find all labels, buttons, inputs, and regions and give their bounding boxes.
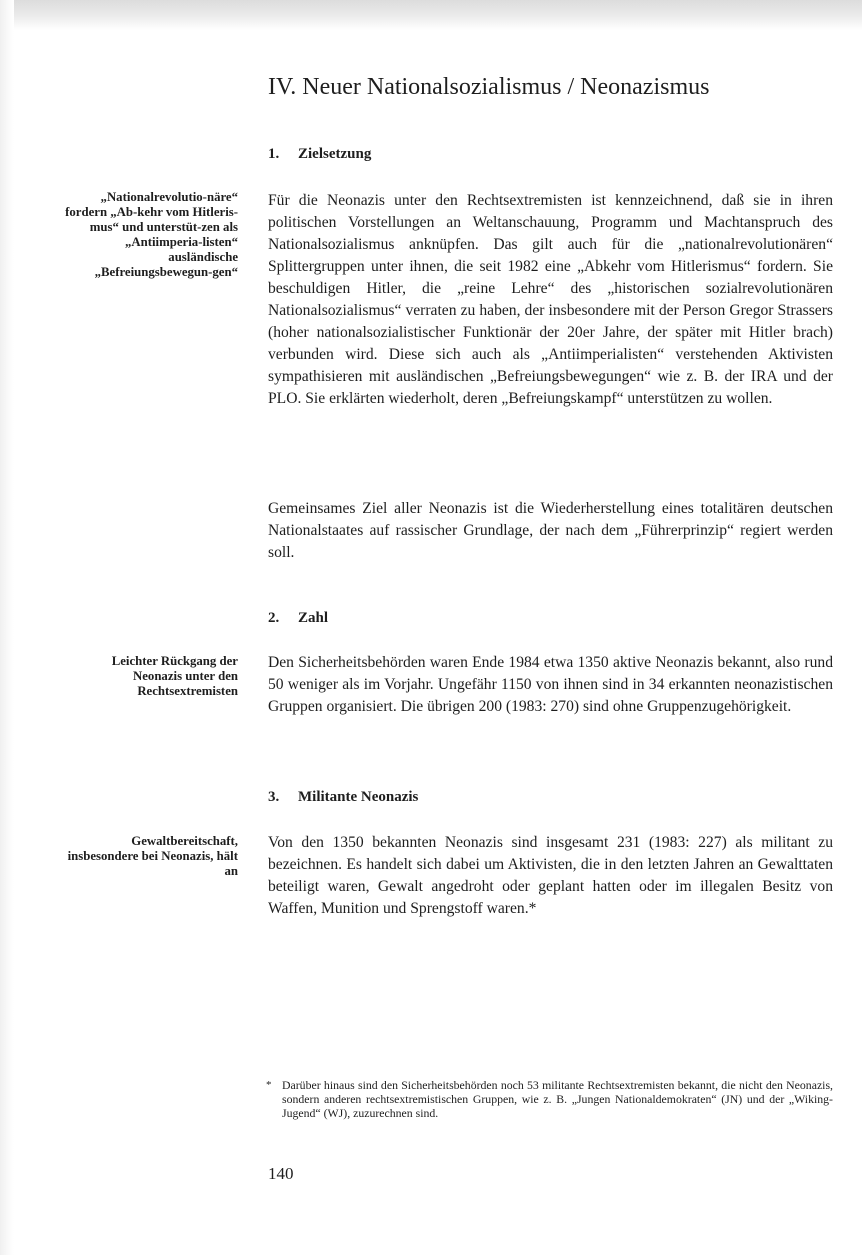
margin-note-zielsetzung: „Nationalrevolutio-näre“ fordern „Ab-kehr vom Hitleris-mus“ und unterstüt-zen als „Antiimperia-listen“ ausländische „Befreiungsbewegun-gen“ <box>65 190 238 279</box>
section-title: Zielsetzung <box>298 146 372 162</box>
footnote-marker: * <box>266 1079 272 1091</box>
chapter-title: IV. Neuer Nationalsozialismus / Neonazismus <box>268 74 710 100</box>
section-number: 1. <box>268 146 280 162</box>
section-title: Militante Neonazis <box>298 789 419 805</box>
section-heading-zahl <box>268 610 328 627</box>
section-number: 2. <box>268 610 280 626</box>
footnote-text: Darüber hinaus sind den Sicherheitsbehörden noch 53 militante Rechtsextremisten bekannt, die nicht den Neonazis, sondern anderen rechtsextremistischen Gruppen, wie z. B. „Jungen Nationaldemokraten“ (JN) und der „Wiking-Jugend“ (WJ), zuzurechnen sind. <box>282 1078 833 1120</box>
footnote <box>268 1078 833 1120</box>
section-title: Zahl <box>298 610 329 626</box>
paragraph: Den Sicherheitsbehörden waren Ende 1984 etwa 1350 aktive Neonazis bekannt, also rund 50 weniger als im Vorjahr. Ungefähr 1150 von ihnen sind in 34 erkannten neonazistischen Gruppen organisiert. Die übrigen 200 (1983: 270) sind ohne Gruppenzugehörigkeit. <box>268 654 833 715</box>
section-heading-militante-neonazis <box>268 789 418 806</box>
paragraph: Von den 1350 bekannten Neonazis sind insgesamt 231 (1983: 227) als militant zu bezeichnen. Es handelt sich dabei um Aktivisten, die in den letzten Jahren an Gewalttaten beteiligt waren, Gewalt angedroht oder geplant hatten oder im illegalen Besitz von Waffen, Munition und Sprengstoff waren.* <box>268 834 833 917</box>
page-number: 140 <box>268 1164 294 1183</box>
paragraph: Gemeinsames Ziel aller Neonazis ist die Wiederherstellung eines totalitären deutschen Nationalstaates auf rassischer Grundlage, der nach dem „Führerprinzip“ regiert werden soll. <box>268 500 833 561</box>
scan-edge <box>0 0 14 1255</box>
margin-note-zahl: Leichter Rückgang der Neonazis unter den Rechtsextremisten <box>111 654 238 698</box>
section-number: 3. <box>268 789 280 805</box>
paragraph: Für die Neonazis unter den Rechtsextremisten ist kennzeichnend, daß sie in ihren politischen Vorstellungen an Weltanschauung, Programm und Machtanspruch des Nationalsozialismus anknüpfen. Das gilt auch für die „nationalrevolutionären“ Splittergruppen unter ihnen, die seit 1982 eine „Abkehr vom Hitlerismus“ fordern. Sie beschuldigen Hitler, die „reine Lehre“ des „historischen sozialrevolutionären Nationalsozialismus“ verraten zu haben, der insbesondere mit der Person Gregor Strassers (hoher nationalsozialistischer Funktionär der 20er Jahre, der später mit Hitler brach) verbunden wird. Diese sich auch als „Antiimperialisten“ verstehenden Aktivisten sympathisieren mit ausländischen „Befreiungsbewegungen“ wie z. B. der IRA und der PLO. Sie erklärten wiederholt, deren „Befreiungskampf“ unterstützen zu wollen. <box>268 192 833 407</box>
scan-shadow <box>0 0 862 30</box>
margin-note-militante: Gewaltbereitschaft, insbesondere bei Neonazis, hält an <box>67 834 238 878</box>
section-heading-zielsetzung <box>268 146 371 163</box>
